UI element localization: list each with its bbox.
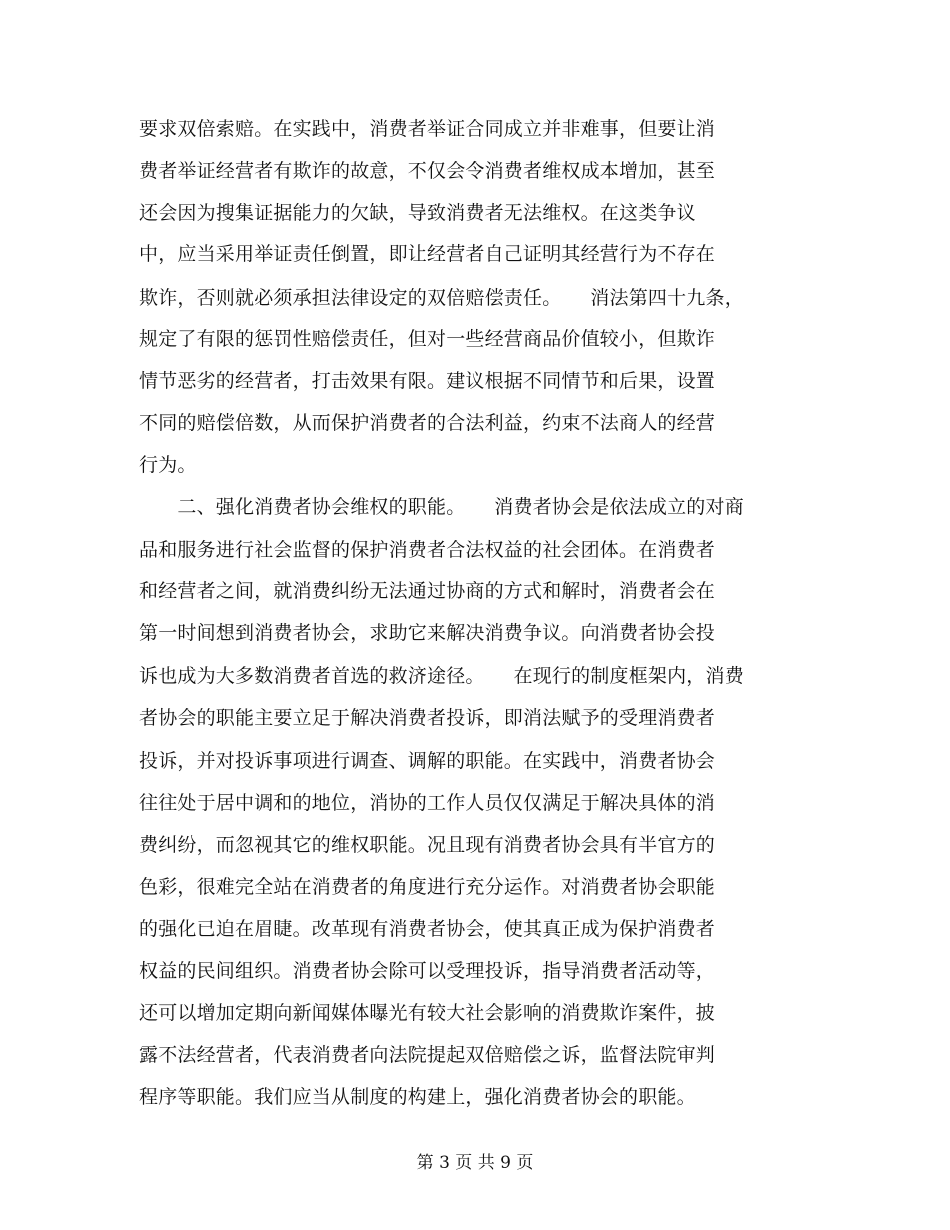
body-text-line-3: 还会因为搜集证据能力的欠缺，导致消费者无法维权。在这类争议 <box>139 202 696 224</box>
body-text-line-24: 程序等职能。我们应当从制度的构建上，强化消费者协会的职能。 <box>139 1086 696 1108</box>
body-text-line-16: 投诉，并对投诉事项进行调查、调解的职能。在实践中，消费者协会 <box>139 750 716 772</box>
body-text-line-15: 者协会的职能主要立足于解决消费者投诉，即消法赋予的受理消费者 <box>139 707 716 729</box>
body-text-line-14: 诉也成为大多数消费者首选的救济途径。 在现行的制度框架内，消费 <box>139 665 744 687</box>
body-text-line-11: 品和服务进行社会监督的保护消费者合法权益的社会团体。在消费者 <box>139 539 716 561</box>
body-text-line-10: 二、强化消费者协会维权的职能。 消费者协会是依法成立的对商 <box>139 496 744 518</box>
body-text-line-20: 的强化已迫在眉睫。改革现有消费者协会，使其真正成为保护消费者 <box>139 918 716 940</box>
body-text-line-21: 权益的民间组织。消费者协会除可以受理投诉，指导消费者活动等， <box>139 960 716 982</box>
body-text-line-22: 还可以增加定期向新闻媒体曝光有较大社会影响的消费欺诈案件，披 <box>139 1002 716 1024</box>
body-text-line-2: 费者举证经营者有欺诈的故意，不仅会令消费者维权成本增加，甚至 <box>139 160 716 182</box>
body-text-line-18: 费纠纷，而忽视其它的维权职能。况且现有消费者协会具有半官方的 <box>139 834 716 856</box>
body-text-line-13: 第一时间想到消费者协会，求助它来解决消费争议。向消费者协会投 <box>139 622 716 644</box>
body-text-line-12: 和经营者之间，就消费纠纷无法通过协商的方式和解时，消费者会在 <box>139 580 716 602</box>
body-text-line-8: 不同的赔偿倍数，从而保护消费者的合法利益，约束不法商人的经营 <box>139 412 716 434</box>
body-text-line-4: 中，应当采用举证责任倒置，即让经营者自己证明其经营行为不存在 <box>139 243 716 265</box>
body-text-line-7: 情节恶劣的经营者，打击效果有限。建议根据不同情节和后果，设置 <box>139 370 716 392</box>
body-text-line-9: 行为。 <box>139 454 197 476</box>
body-text-line-5: 欺诈，否则就必须承担法律设定的双倍赔偿责任。 消法第四十九条， <box>139 287 744 309</box>
body-text-line-1: 要求双倍索赔。在实践中，消费者举证合同成立并非难事，但要让消 <box>139 118 716 140</box>
body-text-line-6: 规定了有限的惩罚性赔偿责任，但对一些经营商品价值较小，但欺诈 <box>139 328 716 350</box>
page-number-footer: 第 3 页 共 9 页 <box>416 1153 534 1173</box>
body-text-line-19: 色彩，很难完全站在消费者的角度进行充分运作。对消费者协会职能 <box>139 876 716 898</box>
body-text-line-23: 露不法经营者，代表消费者向法院提起双倍赔偿之诉，监督法院审判 <box>139 1044 716 1066</box>
body-text-line-17: 往往处于居中调和的地位，消协的工作人员仅仅满足于解决具体的消 <box>139 792 716 814</box>
